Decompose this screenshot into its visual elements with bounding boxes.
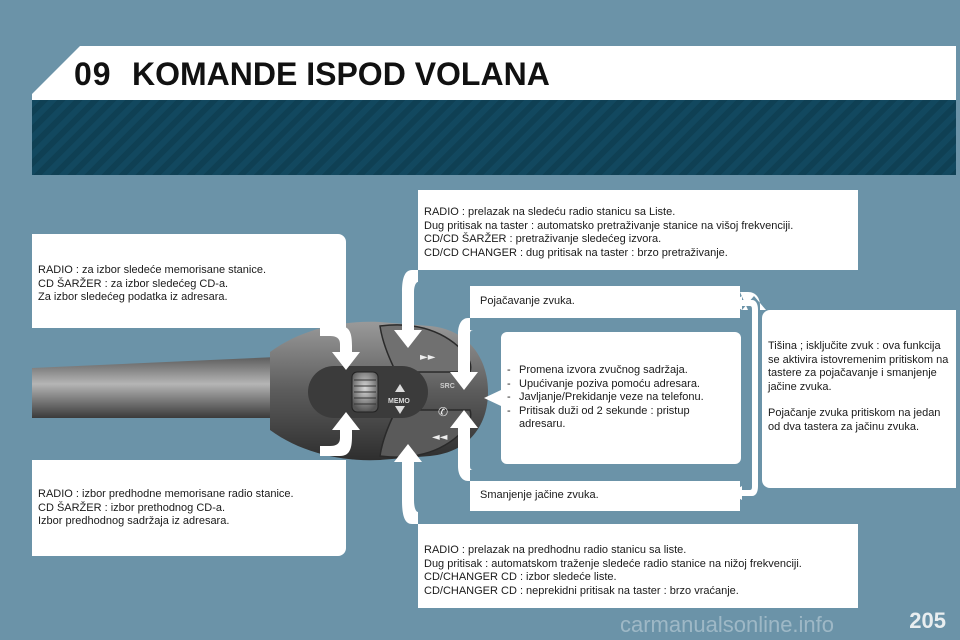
- mute-volume-description: Pojačanje zvuka pritiskom na jedan od dva tastera za jačinu zvuka.: [768, 407, 941, 433]
- top-right-line: Dug pritisak na taster : automatsko pretraživanje stanice na višoj frekvenciji.: [424, 219, 794, 232]
- center-list-item: - Javljanje/Prekidanje veze na telefonu.: [507, 391, 735, 405]
- memo-label: MEMO: [388, 398, 410, 405]
- stalk-shaft: [32, 356, 300, 418]
- left-top-line: RADIO : za izbor sledeće memorisane stanice.: [38, 264, 267, 276]
- center-list-item: - Upućivanje poziva pomoću adresara.: [507, 378, 735, 392]
- volume-down-box: [470, 481, 740, 511]
- center-box: [501, 332, 741, 464]
- fast-forward-icon: ►►: [420, 352, 436, 363]
- bottom-right-line: CD/CHANGER CD : neprekidni pritisak na taster : brzo vraćanje.: [424, 584, 739, 597]
- left-top-box: [32, 234, 346, 328]
- chapter-number: 09: [74, 56, 112, 92]
- volume-up-box: [470, 286, 740, 318]
- page-number: 205: [909, 608, 946, 633]
- top-right-box: [418, 190, 858, 270]
- left-bottom-box: [32, 460, 346, 556]
- left-top-line: Za izbor sledećeg podatka iz adresara.: [38, 291, 228, 303]
- phone-icon: ✆: [438, 405, 449, 419]
- bottom-right-line: RADIO : prelazak na predhodnu radio stanicu sa liste.: [424, 544, 687, 556]
- left-top-line: CD ŠARŽER : za izbor sledećeg CD-a.: [38, 277, 229, 290]
- mute-description: Tišina ; isključite zvuk : ova funkcija se aktivira istovremenim pritiskom na tastere za pojačavanje i smanjenje jačine zvuka.: [768, 340, 949, 393]
- watermark: carmanualsonline.info: [620, 612, 835, 637]
- bottom-right-line: CD/CHANGER CD : izbor sledeće liste.: [424, 571, 617, 583]
- page-title: KOMANDE ISPOD VOLANA: [132, 56, 550, 92]
- bottom-right-line: Dug pritisak : automatskom traženje sledeće radio stanice na nižoj frekvenciji.: [424, 557, 802, 570]
- volume-up-label: Pojačavanje zvuka.: [480, 295, 575, 307]
- top-right-line: CD/CD ŠARŽER : pretraživanje sledećeg izvora.: [424, 233, 662, 245]
- center-list-item: - Pritisak duži od 2 sekunde : pristup adresaru.: [507, 405, 735, 432]
- mute-box: [762, 310, 956, 488]
- center-list-item: - Promena izvora zvučnog sadržaja.: [507, 364, 735, 378]
- bottom-right-box: [418, 524, 858, 608]
- src-label: SRC: [440, 383, 455, 390]
- top-right-line: RADIO : prelazak na sledeću radio stanicu sa Liste.: [424, 206, 676, 218]
- top-right-line: CD/CD CHANGER : dug pritisak na taster : brzo pretraživanje.: [424, 246, 728, 259]
- left-bottom-line: RADIO : izbor predhodne memorisane radio stanice.: [38, 488, 294, 500]
- rewind-icon: ◄◄: [432, 432, 448, 443]
- left-bottom-line: CD ŠARŽER : izbor prethodnog CD-a.: [38, 501, 226, 514]
- left-bottom-line: Izbor predhodnog sadržaja iz adresara.: [38, 515, 230, 527]
- next-button: [380, 325, 471, 372]
- volume-down-label: Smanjenje jačine zvuka.: [480, 489, 599, 501]
